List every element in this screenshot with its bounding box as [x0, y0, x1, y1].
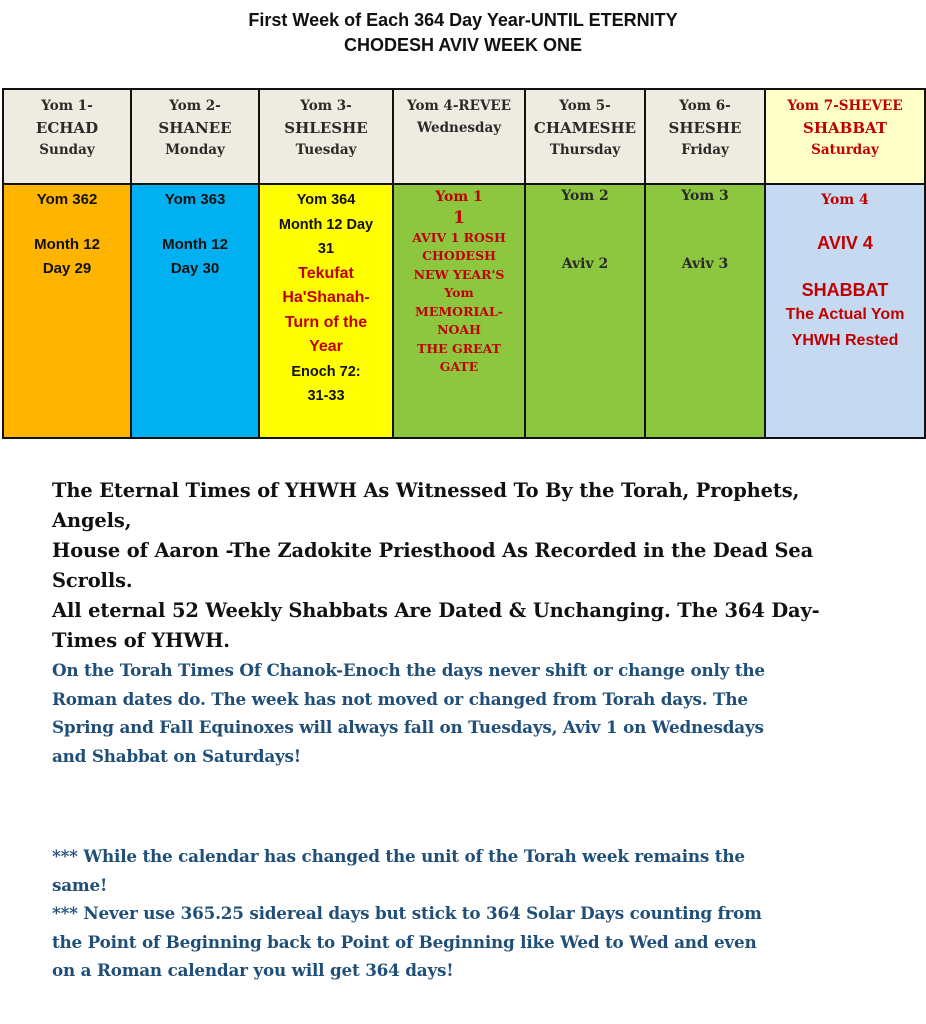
cell-thursday: Yom 2 Aviv 2 — [525, 184, 645, 438]
page-title: First Week of Each 364 Day Year-UNTIL ETERNITY — [248, 10, 678, 30]
cell-sunday: Yom 362 Month 12 Day 29 — [3, 184, 131, 438]
cell-tuesday: Yom 364 Month 12 Day 31 Tekufat Ha'Shanah- Turn of the Year Enoch 72: 31-33 — [259, 184, 393, 438]
cell-monday: Yom 363 Month 12 Day 30 — [131, 184, 259, 438]
header-sunday: Yom 1- ECHAD Sunday — [3, 89, 131, 184]
intro-paragraph: The Eternal Times of YHWH As Witnessed To By the Torah, Prophets, Angels, House of Aaron -The Zadokite Priesthood As Recorded in the Dead Sea Scrolls. All eternal 52 Weekly Shabbats Are Dated & Unchanging. The 364 Day- Times of YHWH. — [52, 479, 820, 652]
page-subtitle: CHODESH AVIV WEEK ONE — [343, 35, 583, 55]
header-friday: Yom 6- SHESHE Friday — [645, 89, 765, 184]
week-calendar-table — [2, 88, 926, 439]
header-row — [3, 89, 925, 184]
notes-paragraph: *** While the calendar has changed the unit of the Torah week remains the same! *** Never use 365.25 sidereal days but stick to 364 Solar Days counting from the Point of Beginning back to Point of Beginning like Wed to Wed and even on a Roman calendar you will get 364 days! — [52, 846, 762, 980]
cell-saturday: Yom 4 AVIV 4 SHABBAT The Actual Yom YHWH Rested — [765, 184, 925, 438]
header-monday: Yom 2- SHANEE Monday — [131, 89, 259, 184]
header-thursday: Yom 5- CHAMESHE Thursday — [525, 89, 645, 184]
day-row — [3, 184, 925, 438]
cell-friday: Yom 3 Aviv 3 — [645, 184, 765, 438]
header-saturday: Yom 7-SHEVEE SHABBAT Saturday — [765, 89, 925, 184]
torah-times-paragraph: On the Torah Times Of Chanok-Enoch the days never shift or change only the Roman dates do. The week has not moved or changed from Torah days. The Spring and Fall Equinoxes will always fall on Tuesdays, Aviv 1 on Wednesdays and Shabbat on Saturdays! — [52, 660, 765, 766]
header-tuesday: Yom 3- SHLESHE Tuesday — [259, 89, 393, 184]
header-wednesday: Yom 4-REVEE Wednesday — [393, 89, 525, 184]
cell-wednesday: Yom 1 1 AVIV 1 ROSH CHODESH NEW YEAR'S Yom MEMORIAL- NOAH THE GREAT GATE — [393, 184, 525, 438]
